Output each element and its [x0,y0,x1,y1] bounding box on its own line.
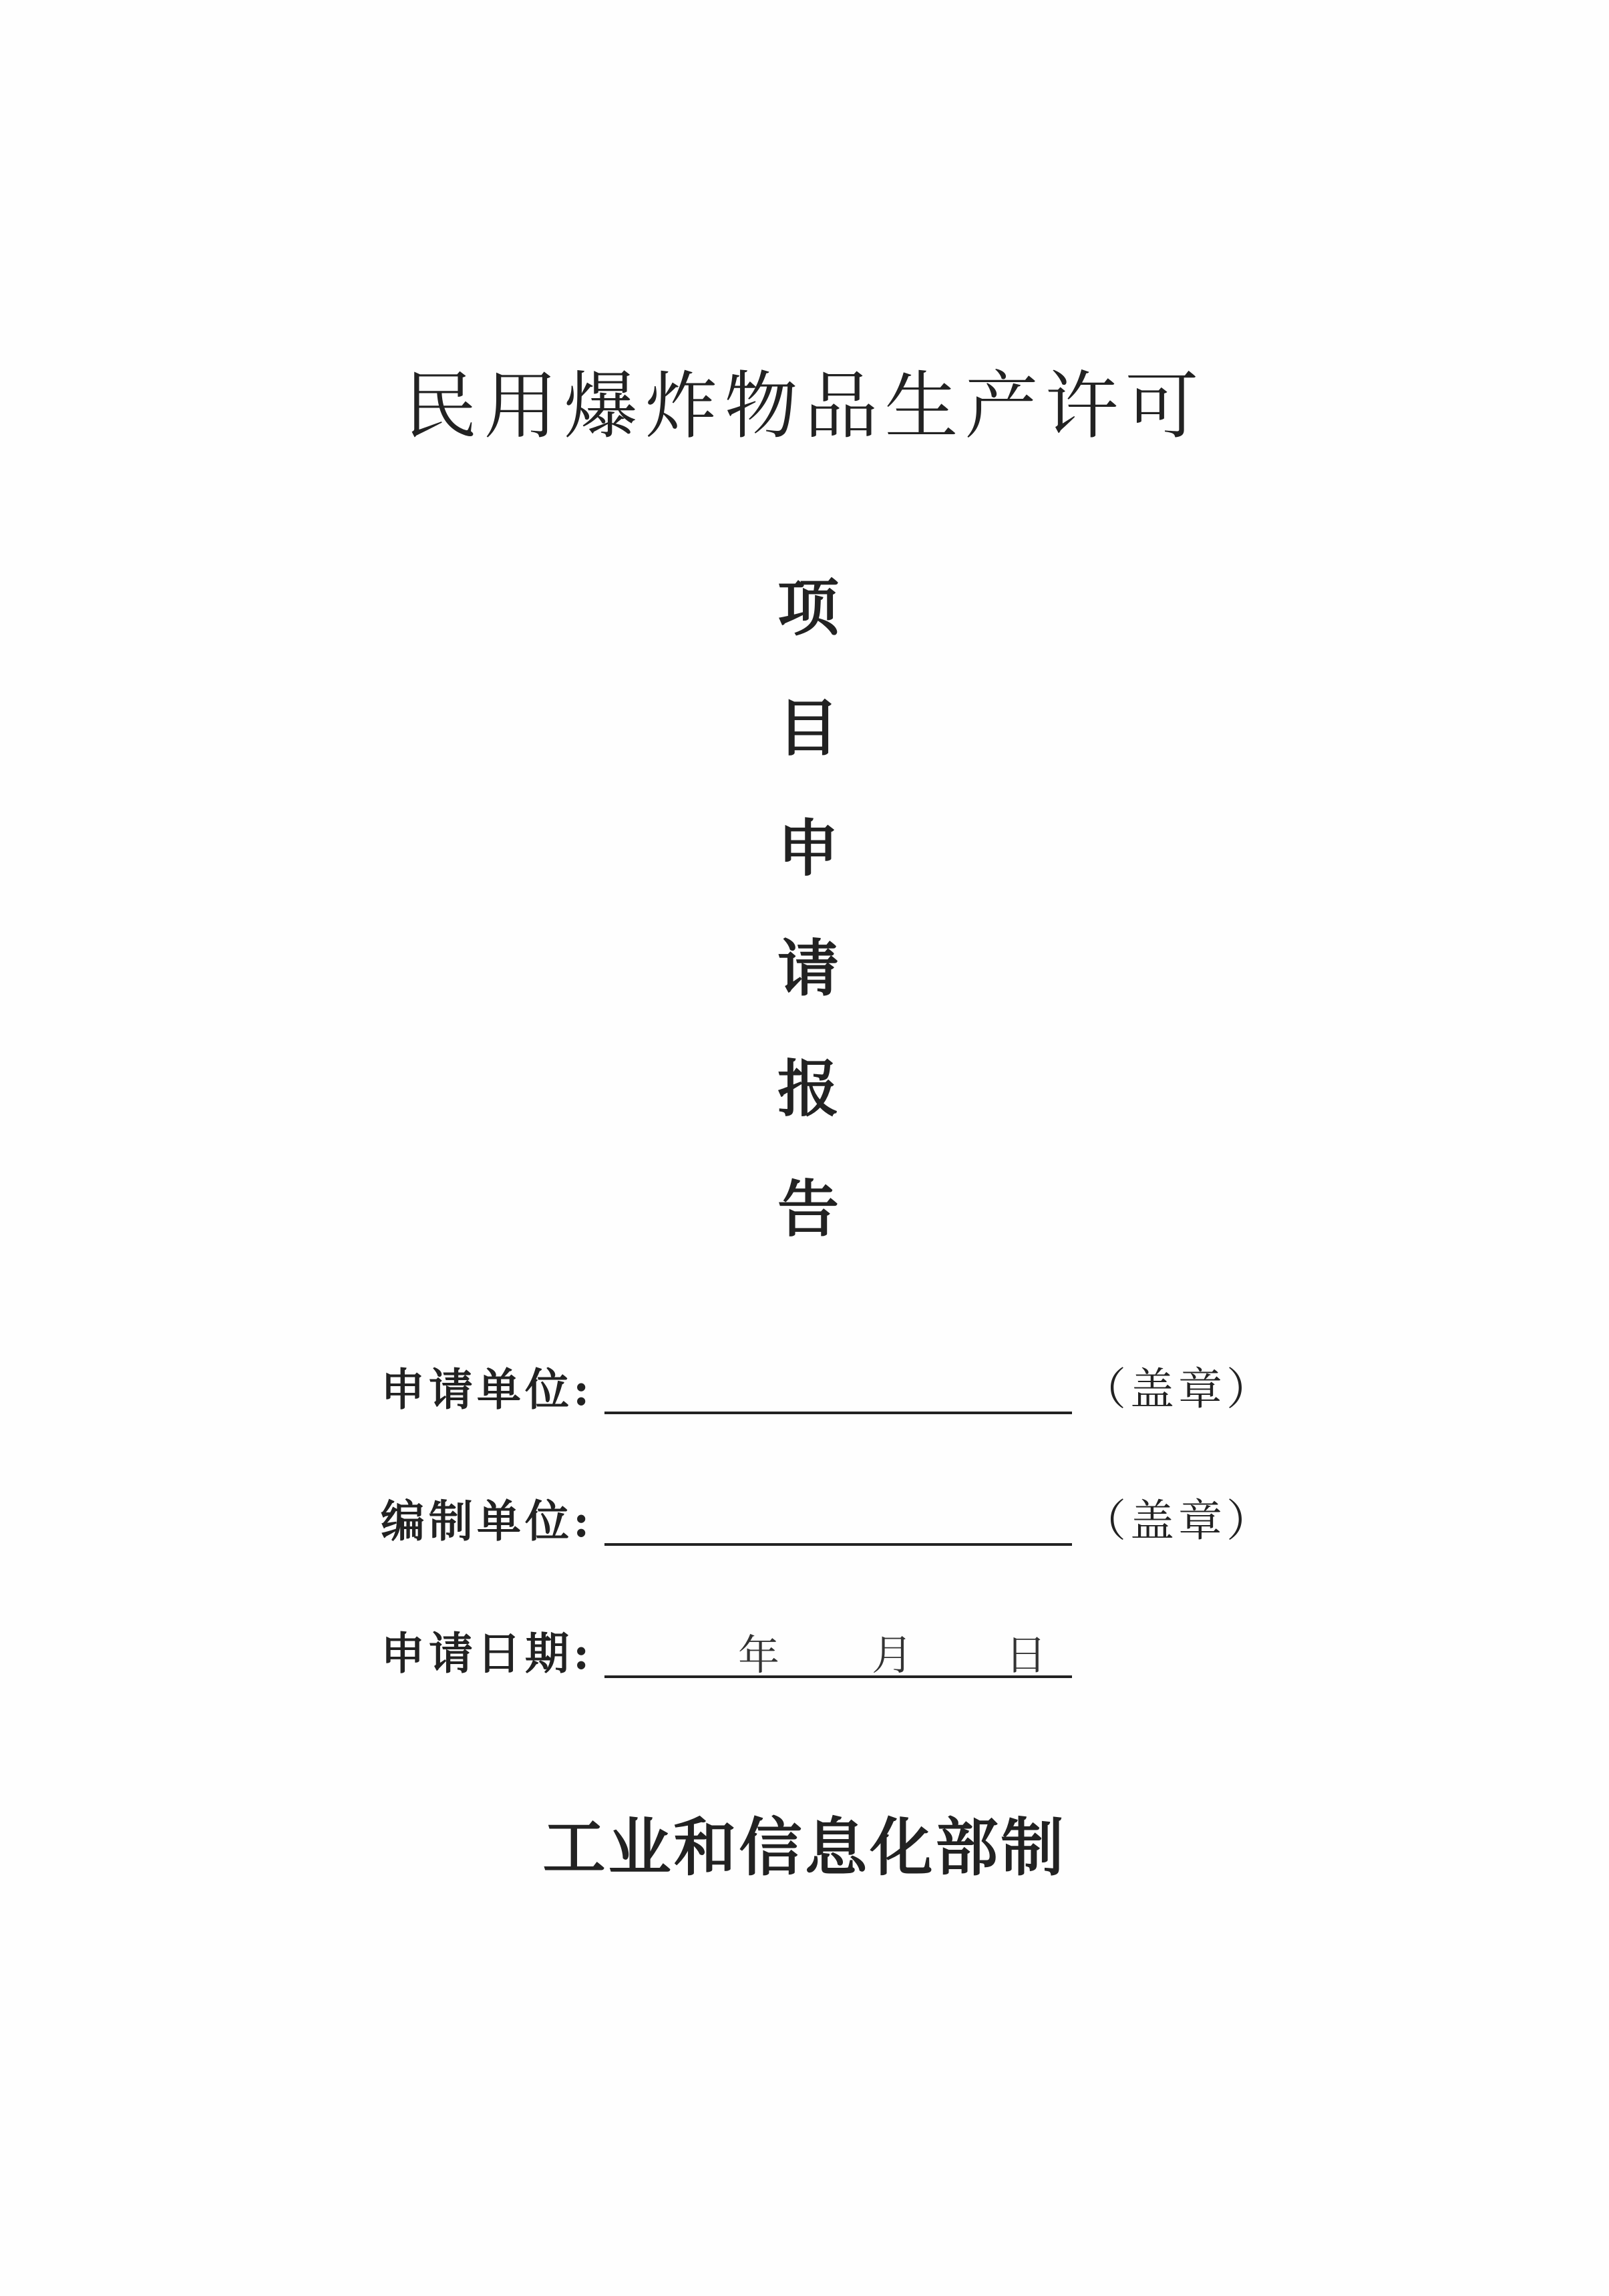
issuer-footer: 工业和信息化部制 [542,1811,1067,1884]
vertical-subtitle-char: 告 [777,1173,839,1245]
vertical-subtitle-char: 报 [777,1053,839,1125]
date-input-line[interactable] [604,1675,1072,1678]
compiler-field-row [381,1484,1316,1558]
compiler-seal-note: （盖章） [1082,1495,1274,1546]
vertical-subtitle-char: 目 [777,692,839,764]
date-field-row [381,1617,1316,1690]
applicant-input-line[interactable] [604,1412,1072,1414]
vertical-subtitle [728,548,888,1269]
date-month-label: 月 [872,1631,914,1679]
document-title: 民用爆炸物品生产许可 [403,363,1206,449]
vertical-subtitle-char: 项 [777,572,839,644]
compiler-input-line[interactable] [604,1543,1072,1546]
date-day-label: 日 [1005,1631,1047,1679]
compiler-label: 编制单位: [381,1495,594,1547]
date-year-label: 年 [738,1631,780,1679]
applicant-label: 申请单位: [381,1363,594,1416]
date-label: 申请日期: [381,1627,594,1679]
applicant-field-row [381,1353,1316,1426]
vertical-subtitle-char: 请 [777,933,839,1005]
vertical-subtitle-char: 申 [777,812,839,884]
applicant-seal-note: （盖章） [1082,1363,1274,1415]
